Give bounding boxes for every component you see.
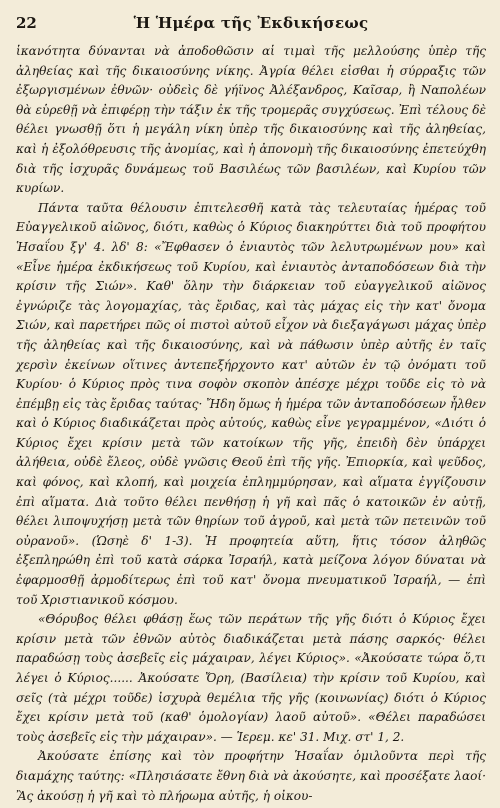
paragraph: Πάντα ταῦτα θέλουσιν ἐπιτελεσθῆ κατὰ τὰς τελευταίας ἡμέρας τοῦ Εὐαγγελικοῦ αἰῶνος, διότι, καθὼς ὁ Κύριος διακηρύττει διὰ τοῦ προφήτου Ἡσαΐου ξγ' 4. λδ' 8: «Ἔφθασεν ὁ ἐνιαυτὸς τῶν λελυτρωμένων μου» καὶ «Εἶνε ἡμέρα ἐκδικήσεως τοῦ Κυρίου, καὶ ἐνιαυτὸς ἀνταποδόσεων διὰ τὴν κρίσιν τῆς Σιών». Καθ' ὅλην τὴν διάρκειαν τοῦ εὐαγγελικοῦ αἰῶνος ἐγνώριζε τὰς λογομαχίας, τὰς ἔριδας, καὶ τὰς μάχας εἰς τὴν κατ' ὄνομα Σιών, καὶ παρετήρει πῶς οἱ πιστοὶ αὐτοῦ εἶχον νὰ διεξαγάγωσι μάχας ὑπὲρ τῆς ἀληθείας καὶ τῆς δικαιοσύνης, καὶ νὰ πάθωσιν ὑπὲρ αὐτῆς ἐν ταῖς χερσὶν ἐκείνων οἵτινες ἀντεπεξήρχοντο κατ' αὐτῶν ἐν τῷ ὀνόματι τοῦ Κυρίου· ὁ Κύριος πρὸς τινα σοφὸν σκοπὸν ἀπέσχε μέχρι τοῦδε εἰς τὸ νὰ ἐπέμβῃ εἰς τὰς ἔριδας ταύτας· Ἤδη ὅμως ἡ ἡμέρα τῶν ἀνταποδόσεων ἦλθεν καὶ ὁ Κύριος διαδικάζεται πρὸς αὐτούς, καθὼς εἶνε γεγραμμένον, «Διότι ὁ Κύριος ἔχει κρίσιν μετὰ τῶν κατοίκων τῆς γῆς, ἐπειδὴ δὲν ὑπάρχει ἀλήθεια, οὐδὲ ἔλεος, οὐδὲ γνῶσις Θεοῦ ἐπὶ τῆς γῆς. Ἐπιορκία, καὶ ψεῦδος, καὶ φόνος, καὶ κλοπή, καὶ μοιχεία ἐπλημμύρησαν, καὶ αἵματα ἐγγίζουσιν ἐπὶ αἵματα. Διὰ τοῦτο θέλει πενθήσῃ ἡ γῆ καὶ πᾶς ὁ κατοικῶν ἐν αὐτῇ, θέλει λιποψυχήσῃ μετὰ τῶν θηρίων τοῦ ἀγροῦ, καὶ μετὰ τῶν πετεινῶν τοῦ οὐρανοῦ». (Ὡσηὲ δ' 1-3). Ἡ προφητεία αὕτη, ἥτις τόσον ἀληθῶς ἐξεπληρώθη ἐπὶ τοῦ κατὰ σάρκα Ἰσραήλ, κατὰ μείζονα λόγον δύναται νὰ ἐφαρμοσθῇ ἀρμοδίτερως ἐπὶ τοῦ κατ' ὄνομα πνευματικοῦ Ἰσραήλ, — ἐπὶ τοῦ Χριστιανικοῦ κόσμου.	[16, 200, 486, 607]
paragraph-continuation: ἱκανότητα δύνανται νὰ ἀποδοθῶσιν αἱ τιμαὶ τῆς μελλούσης ὑπὲρ τῆς ἀληθείας καὶ τῆς δικαιοσύνης νίκης. Ἀγρία θέλει εἰσθαι ἡ σύρραξις τῶν ἐξωργισμένων ἐθνῶν· οὐδεὶς δὲ γήϊνος Ἀλέξανδρος, Καῖσαρ, ἢ Ναπολέων θὰ εὑρεθῇ νὰ ἐπιφέρῃ τὴν τάξιν ἐκ τῆς τρομερᾶς συγχύσεως. Ἐπὶ τέλους δὲ θέλει γνωσθῇ ὅτι ἡ μεγάλη νίκη ὑπὲρ τῆς δικαιοσύνης καὶ τῆς ἀληθείας, καὶ ἡ ἐξολόθρευσις τῆς ἀνομίας, καὶ ἡ ἀπονομὴ τῆς δικαιοσύνης ἐπετεύχθη διὰ τῆς ἰσχυρᾶς δυνάμεως τοῦ Βασιλέως τῶν βασιλέων, καὶ Κυρίου τῶν κυρίων.	[16, 44, 486, 196]
page-number: 22	[16, 14, 37, 32]
paragraph: «Θόρυβος θέλει φθάσῃ ἕως τῶν περάτων τῆς γῆς διότι ὁ Κύριος ἔχει κρίσιν μετὰ τῶν ἐθνῶν αὐτὸς διαδικάζεται μετὰ πάσης σαρκός· θέλει παραδώσῃ τοὺς ἀσεβεῖς εἰς μάχαιραν, λέγει Κύριος». «Ἀκούσατε τώρα ὅ,τι λέγει ὁ Κύριος...... Ἀκούσατε Ὄρη, (Βασίλεια) τὴν κρίσιν τοῦ Κυρίου, καὶ σεῖς (τὰ μέχρι τοῦδε) ἰσχυρὰ θεμέλια τῆς γῆς (κοινωνίας) διότι ὁ Κύριος ἔχει κρίσιν μετὰ τοῦ (καθ' ὁμολογίαν) λαοῦ αὐτοῦ». «Θέλει παραδώσει τοὺς ἀσεβεῖς εἰς τὴν μάχαιραν». — Ἱερεμ. κε' 31. Μιχ. στ' 1, 2.	[16, 612, 486, 744]
page-header	[16, 14, 486, 36]
paragraph: Ἀκούσατε ἐπίσης καὶ τὸν προφήτην Ἡσαΐαν ὁμιλοῦντα περὶ τῆς διαμάχης ταύτης: «Πλησιάσατε ἔθνη διὰ νὰ ἀκούσητε, καὶ προσέξατε λαοί· Ἂς ἀκούσῃ ἡ γῆ καὶ τὸ πλήρωμα αὐτῆς, ἡ οἰκου-	[16, 749, 486, 803]
running-title: Ἡ Ἡμέρα τῆς Ἐκδικήσεως	[133, 14, 369, 32]
page-body	[16, 42, 486, 806]
